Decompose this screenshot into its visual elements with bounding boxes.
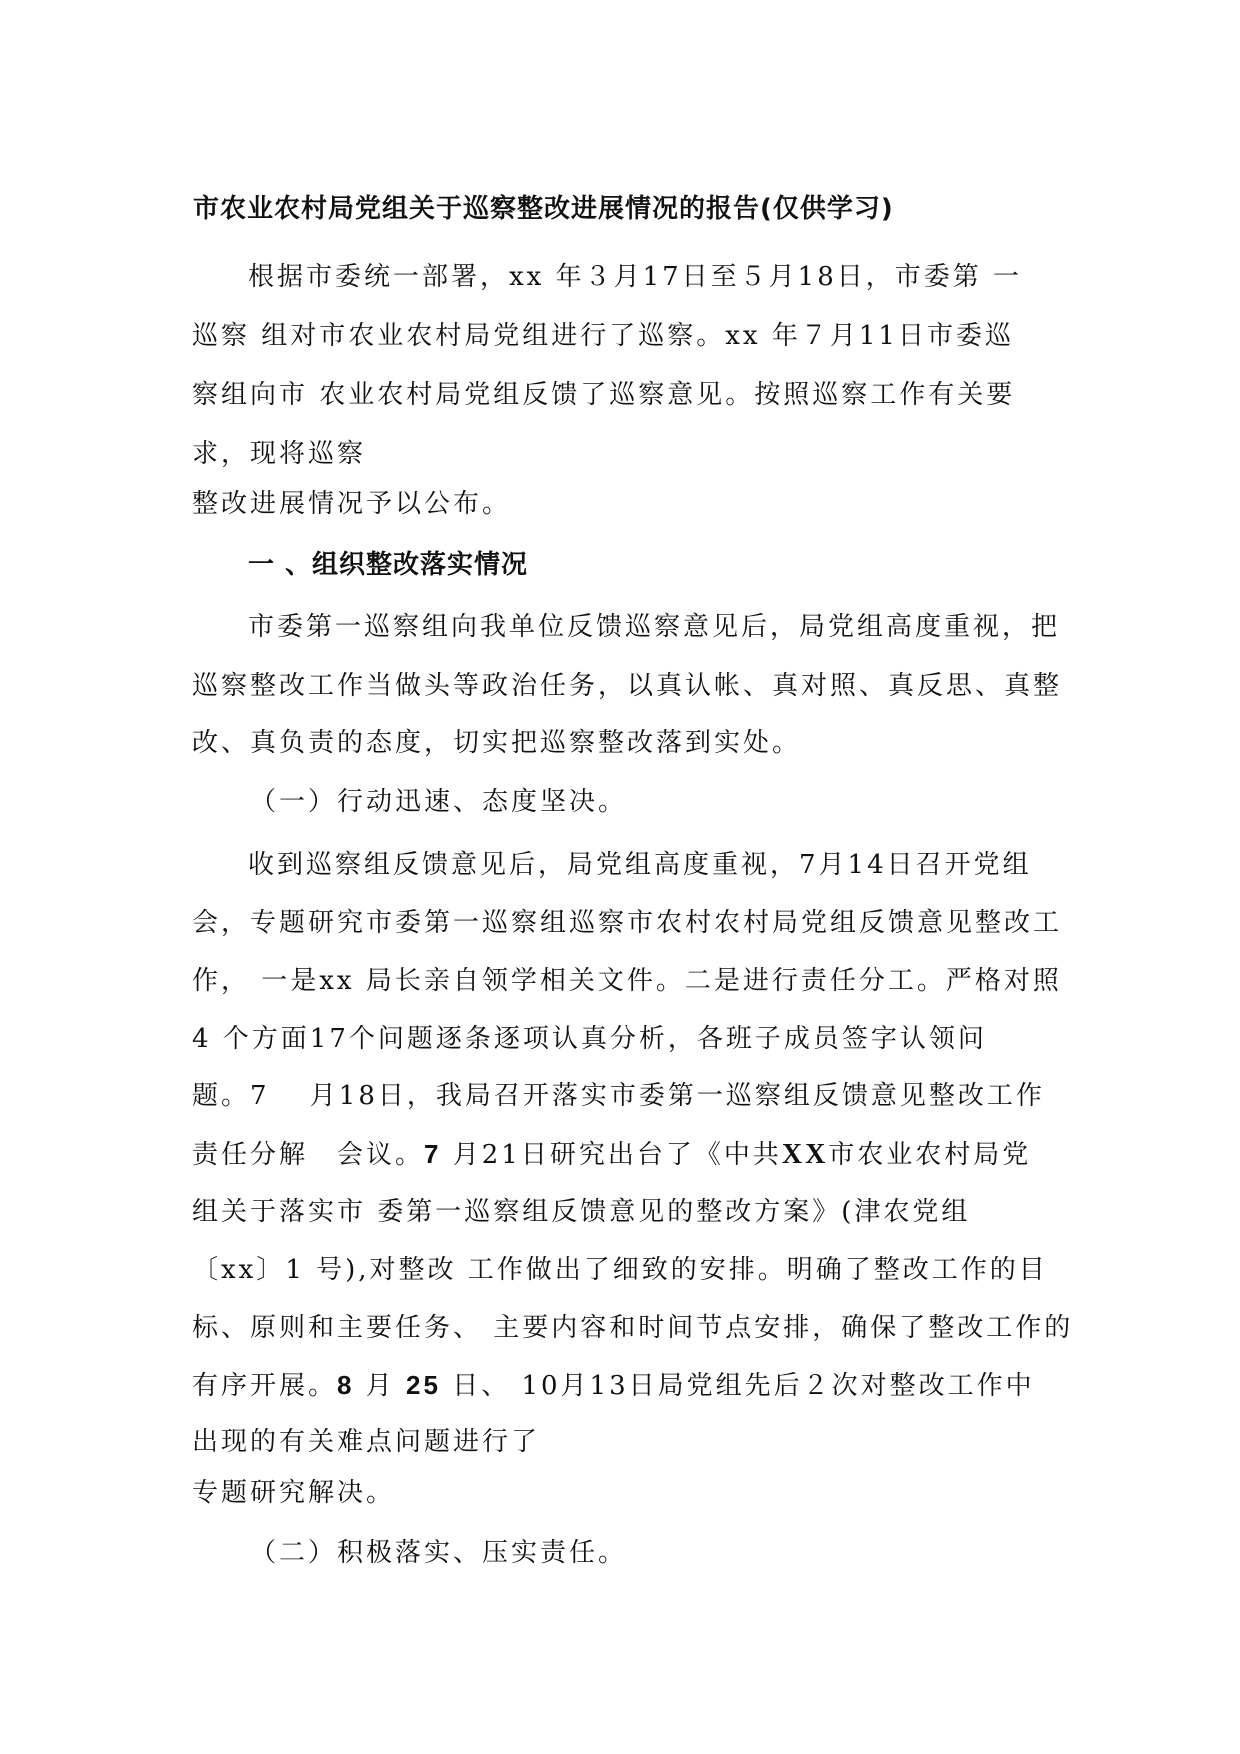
section-heading: 一 、组织整改落实情况 — [248, 550, 529, 580]
paragraph-line: 根据市委统一部署，xx 年３月17日至５月18日，市委第 一 — [248, 262, 1023, 292]
paragraph-line: 作， 一是xx 局长亲自领学相关文件。二是进行责任分工。严格对照 — [192, 966, 1062, 996]
text-run: 有序开展。 — [192, 1371, 338, 1401]
document-title: 市农业农村局党组关于巡察整改进展情况的报告(仅供学习) — [193, 194, 894, 224]
paragraph-line: 专题研究解决。 — [192, 1478, 396, 1508]
text-run: 日、 10月13日局党组先后２次对整改工作中 — [440, 1371, 1035, 1401]
paragraph-line: 求，现将巡察 — [192, 439, 367, 469]
paragraph-line — [192, 1368, 1035, 1403]
subsection-heading: （二）积极落实、压实责任。 — [250, 1538, 628, 1568]
paragraph-line: 改、真负责的态度，切实把巡察整改落到实处。 — [192, 728, 802, 758]
paragraph-line: 4 个方面17个问题逐条逐项认真分析，各班子成员签字认领问 — [192, 1024, 987, 1054]
text-run: 市农业农村局党 — [828, 1140, 1032, 1170]
text-run: 月 — [354, 1371, 407, 1401]
paragraph-line: 巡察整改工作当做头等政治任务，以真认帐、真对照、真反思、真整 — [192, 671, 1063, 701]
text-run: 责任分解 会议。 — [192, 1140, 425, 1170]
paragraph-line: 题。7 月18日，我局召开落实市委第一巡察组反馈意见整改工作 — [192, 1081, 1045, 1111]
paragraph-line: 〔xx〕1 号),对整改 工作做出了细致的安排。明确了整改工作的目 — [192, 1255, 1048, 1285]
text-run-bold: 8 — [337, 1370, 355, 1400]
paragraph-line: 会，专题研究市委第一巡察组巡察市农村农村局党组反馈意见整改工 — [192, 908, 1063, 938]
paragraph-line: 收到巡察组反馈意见后，局党组高度重视，7月14日召开党组 — [248, 850, 1032, 880]
paragraph-line: 察组向市 农业农村局党组反馈了巡察意见。按照巡察工作有关要 — [192, 380, 1016, 410]
text-run-bold: XX — [781, 1139, 829, 1170]
subsection-heading: （一）行动迅速、态度坚决。 — [250, 787, 628, 817]
text-run-bold: 7 — [424, 1139, 442, 1169]
paragraph-line — [192, 1137, 1031, 1172]
paragraph-line: 组关于落实市 委第一巡察组反馈意见的整改方案》(津农党组 — [192, 1197, 971, 1227]
text-run-bold: 25 — [406, 1370, 441, 1400]
paragraph-line: 市委第一巡察组向我单位反馈巡察意见后，局党组高度重视，把 — [248, 612, 1061, 642]
paragraph-line: 巡察 组对市农业农村局党组进行了巡察。xx 年７月11日市委巡 — [192, 321, 1014, 351]
paragraph-line: 整改进展情况予以公布。 — [192, 489, 512, 519]
paragraph-line: 标、原则和主要任务、 主要内容和时间节点安排，确保了整改工作的 — [192, 1313, 1074, 1343]
paragraph-line: 出现的有关难点问题进行了 — [192, 1427, 541, 1457]
text-run: 月21日研究出台了《中共 — [441, 1140, 782, 1170]
